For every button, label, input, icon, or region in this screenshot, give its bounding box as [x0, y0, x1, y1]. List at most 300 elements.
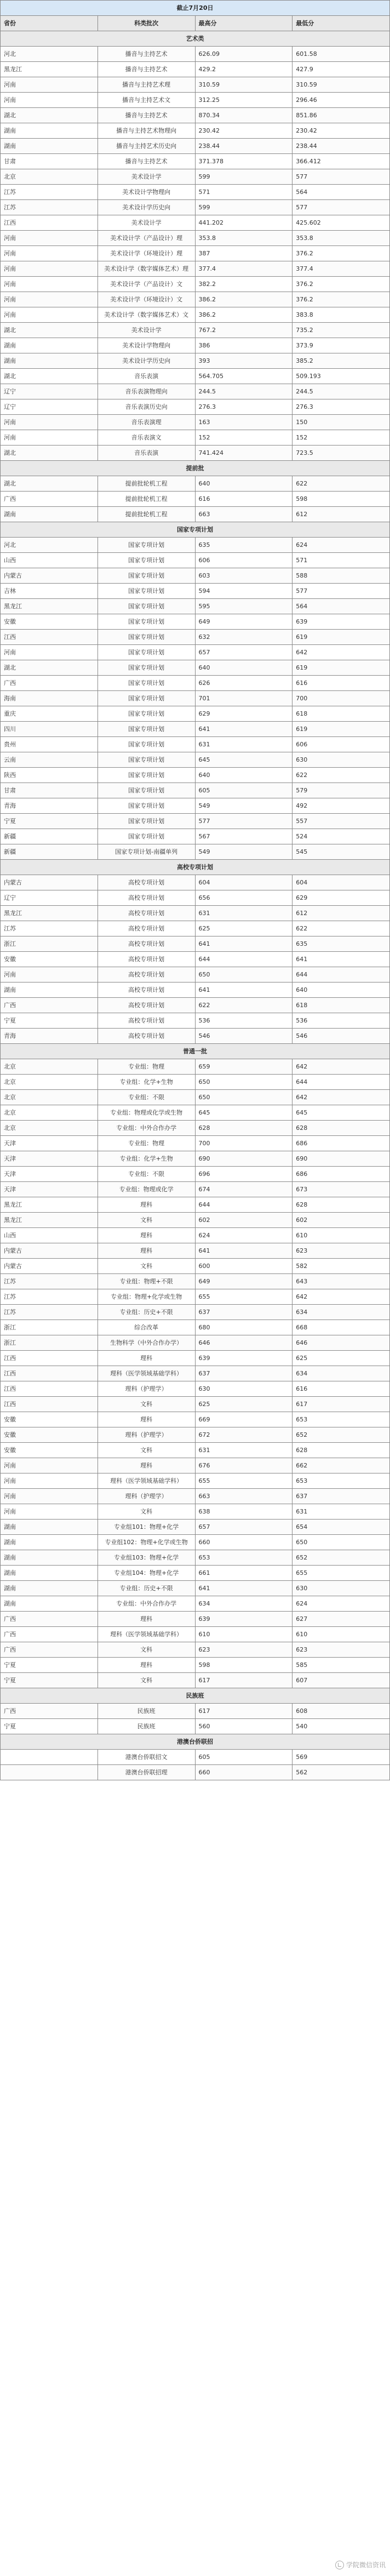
- table-row: [1, 1320, 390, 1335]
- cell-category: 理科: [97, 1658, 195, 1673]
- cell-min-score: 425.602: [292, 215, 390, 231]
- cell-category: 播音与主持艺术: [97, 62, 195, 77]
- cell-min-score: 625: [292, 1351, 390, 1366]
- cell-max-score: 599: [195, 200, 292, 215]
- section-row: [1, 522, 390, 538]
- cell-province: 辽宁: [1, 384, 98, 399]
- cell-category: 美术设计学历史向: [97, 353, 195, 369]
- cell-category: 理科（医学领域基础学科）: [97, 1627, 195, 1642]
- table-row: [1, 1489, 390, 1504]
- cell-province: 湖南: [1, 983, 98, 998]
- cell-province: 黑龙江: [1, 599, 98, 614]
- cell-category: 理科: [97, 1243, 195, 1259]
- cell-category: 理科: [97, 1228, 195, 1243]
- cell-category: 美术设计学（环境设计）理: [97, 246, 195, 261]
- table-row: [1, 77, 390, 93]
- cell-province: 河北: [1, 538, 98, 553]
- table-row: [1, 614, 390, 630]
- cell-max-score: 625: [195, 921, 292, 936]
- table-row: [1, 1197, 390, 1213]
- cell-max-score: 549: [195, 798, 292, 814]
- cell-max-score: 571: [195, 185, 292, 200]
- cell-max-score: 644: [195, 952, 292, 967]
- cell-category: 理科（护理学）: [97, 1489, 195, 1504]
- cell-category: 专业组102：物理+化学或生物: [97, 1535, 195, 1550]
- cell-province: 海南: [1, 691, 98, 706]
- cell-category: 高校专项计划: [97, 875, 195, 890]
- cell-province: 广西: [1, 1704, 98, 1719]
- cell-category: 美术设计学（环境设计）文: [97, 292, 195, 307]
- cell-category: 专业组：物理或化学或生物: [97, 1105, 195, 1121]
- cell-province: 湖南: [1, 1581, 98, 1596]
- table-row: [1, 1765, 390, 1780]
- table-row: [1, 645, 390, 660]
- cell-province: 辽宁: [1, 399, 98, 415]
- cell-min-score: 652: [292, 1427, 390, 1443]
- table-row: [1, 967, 390, 983]
- cell-max-score: 631: [195, 906, 292, 921]
- cell-category: 专业组：物理+不限: [97, 1274, 195, 1289]
- cell-min-score: 851.86: [292, 108, 390, 123]
- cell-max-score: 623: [195, 1642, 292, 1658]
- watermark-text: 学院微信资讯: [346, 2561, 386, 2569]
- cell-province: 湖北: [1, 445, 98, 461]
- cell-min-score: 353.8: [292, 231, 390, 246]
- table-row: [1, 844, 390, 860]
- cell-max-score: 660: [195, 1535, 292, 1550]
- cell-category: 国家专项计划: [97, 614, 195, 630]
- cell-min-score: 618: [292, 998, 390, 1013]
- table-row: [1, 890, 390, 906]
- cell-max-score: 632: [195, 630, 292, 645]
- cell-max-score: 577: [195, 814, 292, 829]
- cell-category: 国家专项计划: [97, 829, 195, 844]
- cell-province: 湖南: [1, 507, 98, 522]
- cell-min-score: 244.5: [292, 384, 390, 399]
- cell-min-score: 569: [292, 1750, 390, 1765]
- cell-category: 理科（医学领域基础学科）: [97, 1473, 195, 1489]
- cell-max-score: 594: [195, 584, 292, 599]
- cell-category: 美术设计学: [97, 169, 195, 185]
- cell-max-score: 163: [195, 415, 292, 430]
- cell-min-score: 668: [292, 1320, 390, 1335]
- cell-category: 专业组：化学+生物: [97, 1075, 195, 1090]
- cell-max-score: 659: [195, 1059, 292, 1075]
- cell-min-score: 654: [292, 1520, 390, 1535]
- cell-min-score: 690: [292, 1151, 390, 1167]
- table-row: [1, 200, 390, 215]
- cell-province: 江苏: [1, 1274, 98, 1289]
- cell-province: [1, 1750, 98, 1765]
- table-row: [1, 1167, 390, 1182]
- cell-min-score: 598: [292, 492, 390, 507]
- cell-min-score: 639: [292, 614, 390, 630]
- cell-category: 提前批轮机工程: [97, 507, 195, 522]
- table-row: [1, 875, 390, 890]
- cell-max-score: 386.2: [195, 307, 292, 323]
- table-row: [1, 507, 390, 522]
- cell-min-score: 644: [292, 1075, 390, 1090]
- cell-category: 理科: [97, 1351, 195, 1366]
- table-row: [1, 1289, 390, 1305]
- cell-category: 国家专项计划: [97, 706, 195, 722]
- table-row: [1, 1427, 390, 1443]
- table-row: [1, 1136, 390, 1151]
- cell-province: 安徽: [1, 614, 98, 630]
- cell-category: 国家专项计划: [97, 768, 195, 783]
- table-row: [1, 1581, 390, 1596]
- table-title: 截止7月20日: [1, 1, 390, 16]
- table-row: [1, 261, 390, 277]
- table-row: [1, 998, 390, 1013]
- cell-province: 天津: [1, 1136, 98, 1151]
- cell-province: 江苏: [1, 200, 98, 215]
- cell-min-score: 540: [292, 1719, 390, 1734]
- cell-min-score: 650: [292, 1535, 390, 1550]
- cell-min-score: 624: [292, 1596, 390, 1612]
- cell-province: 湖南: [1, 1550, 98, 1566]
- cell-province: 河南: [1, 77, 98, 93]
- cell-province: 内蒙古: [1, 875, 98, 890]
- cell-province: 湖北: [1, 369, 98, 384]
- cell-category: 文科: [97, 1397, 195, 1412]
- cell-category: 播音与主持艺术理: [97, 77, 195, 93]
- cell-category: 高校专项计划: [97, 967, 195, 983]
- cell-category: 生物科学（中外合作办学）: [97, 1335, 195, 1351]
- cell-max-score: 441.202: [195, 215, 292, 231]
- table-row: [1, 1121, 390, 1136]
- cell-max-score: 371.378: [195, 154, 292, 169]
- table-row: [1, 691, 390, 706]
- header-category: 科类批次: [97, 16, 195, 31]
- table-row: [1, 1243, 390, 1259]
- table-row: [1, 1228, 390, 1243]
- cell-min-score: 622: [292, 921, 390, 936]
- cell-category: 专业组：物理+化学或生物: [97, 1289, 195, 1305]
- wechat-account-icon: [335, 2561, 344, 2569]
- cell-province: 辽宁: [1, 890, 98, 906]
- cell-category: 美术设计学历史向: [97, 200, 195, 215]
- cell-max-score: 640: [195, 476, 292, 492]
- cell-province: 新疆: [1, 844, 98, 860]
- cell-max-score: 641: [195, 1581, 292, 1596]
- cell-min-score: 642: [292, 1289, 390, 1305]
- cell-category: 高校专项计划: [97, 921, 195, 936]
- cell-province: 新疆: [1, 829, 98, 844]
- table-row: [1, 139, 390, 154]
- cell-min-score: 616: [292, 676, 390, 691]
- section-title: 提前批: [1, 461, 390, 476]
- cell-category: 理科: [97, 1458, 195, 1473]
- cell-category: 美术设计学（数字媒体艺术）文: [97, 307, 195, 323]
- table-row: [1, 1719, 390, 1734]
- cell-max-score: 653: [195, 1550, 292, 1566]
- cell-min-score: 571: [292, 553, 390, 568]
- cell-max-score: 641: [195, 983, 292, 998]
- cell-min-score: 735.2: [292, 323, 390, 338]
- cell-category: 专业组：不限: [97, 1167, 195, 1182]
- cell-province: 安徽: [1, 1443, 98, 1458]
- cell-province: 四川: [1, 722, 98, 737]
- cell-max-score: 622: [195, 998, 292, 1013]
- cell-province: 江苏: [1, 185, 98, 200]
- cell-province: 江西: [1, 1381, 98, 1397]
- table-row: [1, 1075, 390, 1090]
- table-row: [1, 538, 390, 553]
- cell-max-score: 595: [195, 599, 292, 614]
- cell-min-score: 564: [292, 599, 390, 614]
- cell-province: 江苏: [1, 1305, 98, 1320]
- cell-min-score: 545: [292, 844, 390, 860]
- cell-max-score: 690: [195, 1151, 292, 1167]
- cell-province: 内蒙古: [1, 1243, 98, 1259]
- cell-min-score: 655: [292, 1566, 390, 1581]
- cell-max-score: 663: [195, 507, 292, 522]
- cell-category: 专业组：物理: [97, 1059, 195, 1075]
- cell-province: 安徽: [1, 952, 98, 967]
- cell-category: 国家专项计划: [97, 737, 195, 752]
- cell-province: 湖北: [1, 476, 98, 492]
- cell-province: 河南: [1, 261, 98, 277]
- cell-province: 湖南: [1, 338, 98, 353]
- cell-max-score: 536: [195, 1013, 292, 1029]
- cell-province: 贵州: [1, 737, 98, 752]
- cell-province: 云南: [1, 752, 98, 768]
- cell-max-score: 310.59: [195, 77, 292, 93]
- cell-max-score: 649: [195, 614, 292, 630]
- cell-province: 河南: [1, 967, 98, 983]
- cell-category: 国家专项计划: [97, 584, 195, 599]
- cell-province: 甘肃: [1, 783, 98, 798]
- cell-category: 高校专项计划: [97, 983, 195, 998]
- cell-province: 宁夏: [1, 1658, 98, 1673]
- cell-category: 美术设计学: [97, 323, 195, 338]
- cell-province: 河南: [1, 430, 98, 445]
- cell-province: 河南: [1, 277, 98, 292]
- cell-province: 北京: [1, 1105, 98, 1121]
- cell-max-score: 610: [195, 1627, 292, 1642]
- cell-min-score: 686: [292, 1136, 390, 1151]
- cell-category: 美术设计学（产品设计）理: [97, 231, 195, 246]
- cell-max-score: 637: [195, 1366, 292, 1381]
- table-row: [1, 1213, 390, 1228]
- table-row: [1, 338, 390, 353]
- cell-category: 音乐表演理: [97, 415, 195, 430]
- section-title: 高校专项计划: [1, 860, 390, 875]
- cell-min-score: 630: [292, 752, 390, 768]
- cell-max-score: 640: [195, 768, 292, 783]
- cell-category: 播音与主持艺术物理向: [97, 123, 195, 139]
- section-title: 艺术类: [1, 31, 390, 47]
- cell-province: 广西: [1, 1642, 98, 1658]
- cell-max-score: 152: [195, 430, 292, 445]
- table-row: [1, 921, 390, 936]
- cell-province: 天津: [1, 1167, 98, 1182]
- cell-min-score: 634: [292, 1305, 390, 1320]
- cell-min-score: 653: [292, 1473, 390, 1489]
- cell-min-score: 427.9: [292, 62, 390, 77]
- cell-category: 美术设计学: [97, 215, 195, 231]
- cell-category: 专业组：不限: [97, 1090, 195, 1105]
- cell-province: 宁夏: [1, 1719, 98, 1734]
- cell-province: 北京: [1, 169, 98, 185]
- cell-category: 文科: [97, 1642, 195, 1658]
- table-row: [1, 323, 390, 338]
- cell-min-score: 637: [292, 1489, 390, 1504]
- cell-min-score: 238.44: [292, 139, 390, 154]
- table-row: [1, 415, 390, 430]
- cell-province: 宁夏: [1, 1673, 98, 1688]
- cell-category: 播音与主持艺术: [97, 154, 195, 169]
- table-row: [1, 1274, 390, 1289]
- cell-province: 江西: [1, 1397, 98, 1412]
- table-row: [1, 737, 390, 752]
- cell-max-score: 386: [195, 338, 292, 353]
- cell-max-score: 624: [195, 1228, 292, 1243]
- cell-min-score: 623: [292, 1642, 390, 1658]
- cell-max-score: 429.2: [195, 62, 292, 77]
- cell-province: 湖北: [1, 660, 98, 676]
- cell-province: 湖北: [1, 108, 98, 123]
- cell-min-score: 376.2: [292, 292, 390, 307]
- cell-min-score: 643: [292, 1274, 390, 1289]
- cell-category: 高校专项计划: [97, 890, 195, 906]
- cell-max-score: 635: [195, 538, 292, 553]
- cell-province: 陕西: [1, 768, 98, 783]
- table-row: [1, 277, 390, 292]
- cell-province: 黑龙江: [1, 1213, 98, 1228]
- cell-max-score: 655: [195, 1473, 292, 1489]
- table-row: [1, 952, 390, 967]
- table-body: [1, 1, 390, 1780]
- cell-province: 湖南: [1, 1520, 98, 1535]
- cell-min-score: 631: [292, 1504, 390, 1520]
- cell-province: 湖南: [1, 353, 98, 369]
- cell-min-score: 616: [292, 1381, 390, 1397]
- cell-category: 国家专项计划: [97, 553, 195, 568]
- cell-category: 专业组103：物理+化学: [97, 1550, 195, 1566]
- cell-max-score: 646: [195, 1335, 292, 1351]
- cell-min-score: 622: [292, 476, 390, 492]
- cell-province: 广西: [1, 998, 98, 1013]
- table-header-row: [1, 16, 390, 31]
- table-row: [1, 768, 390, 783]
- cell-category: 理科: [97, 1412, 195, 1427]
- table-row: [1, 829, 390, 844]
- table-row: [1, 706, 390, 722]
- cell-province: 内蒙古: [1, 1259, 98, 1274]
- cell-province: 江苏: [1, 1289, 98, 1305]
- table-row: [1, 1351, 390, 1366]
- cell-max-score: 657: [195, 645, 292, 660]
- cell-max-score: 625: [195, 1397, 292, 1412]
- cell-max-score: 676: [195, 1458, 292, 1473]
- table-title-row: [1, 1, 390, 16]
- cell-min-score: 652: [292, 1550, 390, 1566]
- cell-max-score: 650: [195, 1090, 292, 1105]
- table-row: [1, 814, 390, 829]
- table-row: [1, 307, 390, 323]
- cell-province: 安徽: [1, 1412, 98, 1427]
- cell-min-score: 686: [292, 1167, 390, 1182]
- cell-max-score: 634: [195, 1596, 292, 1612]
- cell-max-score: 680: [195, 1320, 292, 1335]
- table-row: [1, 630, 390, 645]
- cell-province: 江西: [1, 1351, 98, 1366]
- watermark: [335, 2560, 386, 2569]
- cell-max-score: 641: [195, 1243, 292, 1259]
- header-province: 省份: [1, 16, 98, 31]
- cell-category: 音乐表演物理向: [97, 384, 195, 399]
- table-row: [1, 246, 390, 261]
- cell-min-score: 536: [292, 1013, 390, 1029]
- cell-category: 国家专项计划: [97, 691, 195, 706]
- table-row: [1, 936, 390, 952]
- cell-min-score: 635: [292, 936, 390, 952]
- cell-max-score: 605: [195, 1750, 292, 1765]
- cell-category: 提前批轮机工程: [97, 476, 195, 492]
- cell-min-score: 610: [292, 1228, 390, 1243]
- cell-category: 专业组101：物理+化学: [97, 1520, 195, 1535]
- cell-max-score: 386.2: [195, 292, 292, 307]
- cell-province: 河北: [1, 47, 98, 62]
- cell-max-score: 631: [195, 1443, 292, 1458]
- table-row: [1, 369, 390, 384]
- cell-province: 浙江: [1, 936, 98, 952]
- cell-min-score: 618: [292, 706, 390, 722]
- cell-max-score: 626.09: [195, 47, 292, 62]
- table-row: [1, 430, 390, 445]
- cell-province: 江西: [1, 215, 98, 231]
- cell-category: 港澳台侨联招理: [97, 1765, 195, 1780]
- cell-province: 广西: [1, 1612, 98, 1627]
- table-row: [1, 1658, 390, 1673]
- table-row: [1, 1412, 390, 1427]
- cell-category: 播音与主持艺术历史向: [97, 139, 195, 154]
- cell-category: 文科: [97, 1504, 195, 1520]
- cell-max-score: 645: [195, 752, 292, 768]
- cell-min-score: 577: [292, 584, 390, 599]
- table-row: [1, 1612, 390, 1627]
- cell-max-score: 238.44: [195, 139, 292, 154]
- table-row: [1, 1105, 390, 1121]
- cell-min-score: 624: [292, 538, 390, 553]
- cell-min-score: 619: [292, 722, 390, 737]
- cell-max-score: 387: [195, 246, 292, 261]
- cell-min-score: 582: [292, 1259, 390, 1274]
- cell-category: 民族班: [97, 1719, 195, 1734]
- cell-province: 湖南: [1, 1596, 98, 1612]
- cell-min-score: 577: [292, 200, 390, 215]
- cell-category: 音乐表演历史向: [97, 399, 195, 415]
- cell-min-score: 617: [292, 1397, 390, 1412]
- cell-province: 河南: [1, 231, 98, 246]
- cell-category: 国家专项计划: [97, 645, 195, 660]
- cell-province: 重庆: [1, 706, 98, 722]
- cell-min-score: 641: [292, 952, 390, 967]
- cell-category: 国家专项计划: [97, 676, 195, 691]
- cell-min-score: 383.8: [292, 307, 390, 323]
- cell-min-score: 377.4: [292, 261, 390, 277]
- table-row: [1, 292, 390, 307]
- cell-max-score: 631: [195, 737, 292, 752]
- cell-min-score: 557: [292, 814, 390, 829]
- cell-max-score: 655: [195, 1289, 292, 1305]
- cell-category: 高校专项计划: [97, 906, 195, 921]
- table-row: [1, 1182, 390, 1197]
- cell-min-score: 373.9: [292, 338, 390, 353]
- cell-category: 专业组：物理或化学: [97, 1182, 195, 1197]
